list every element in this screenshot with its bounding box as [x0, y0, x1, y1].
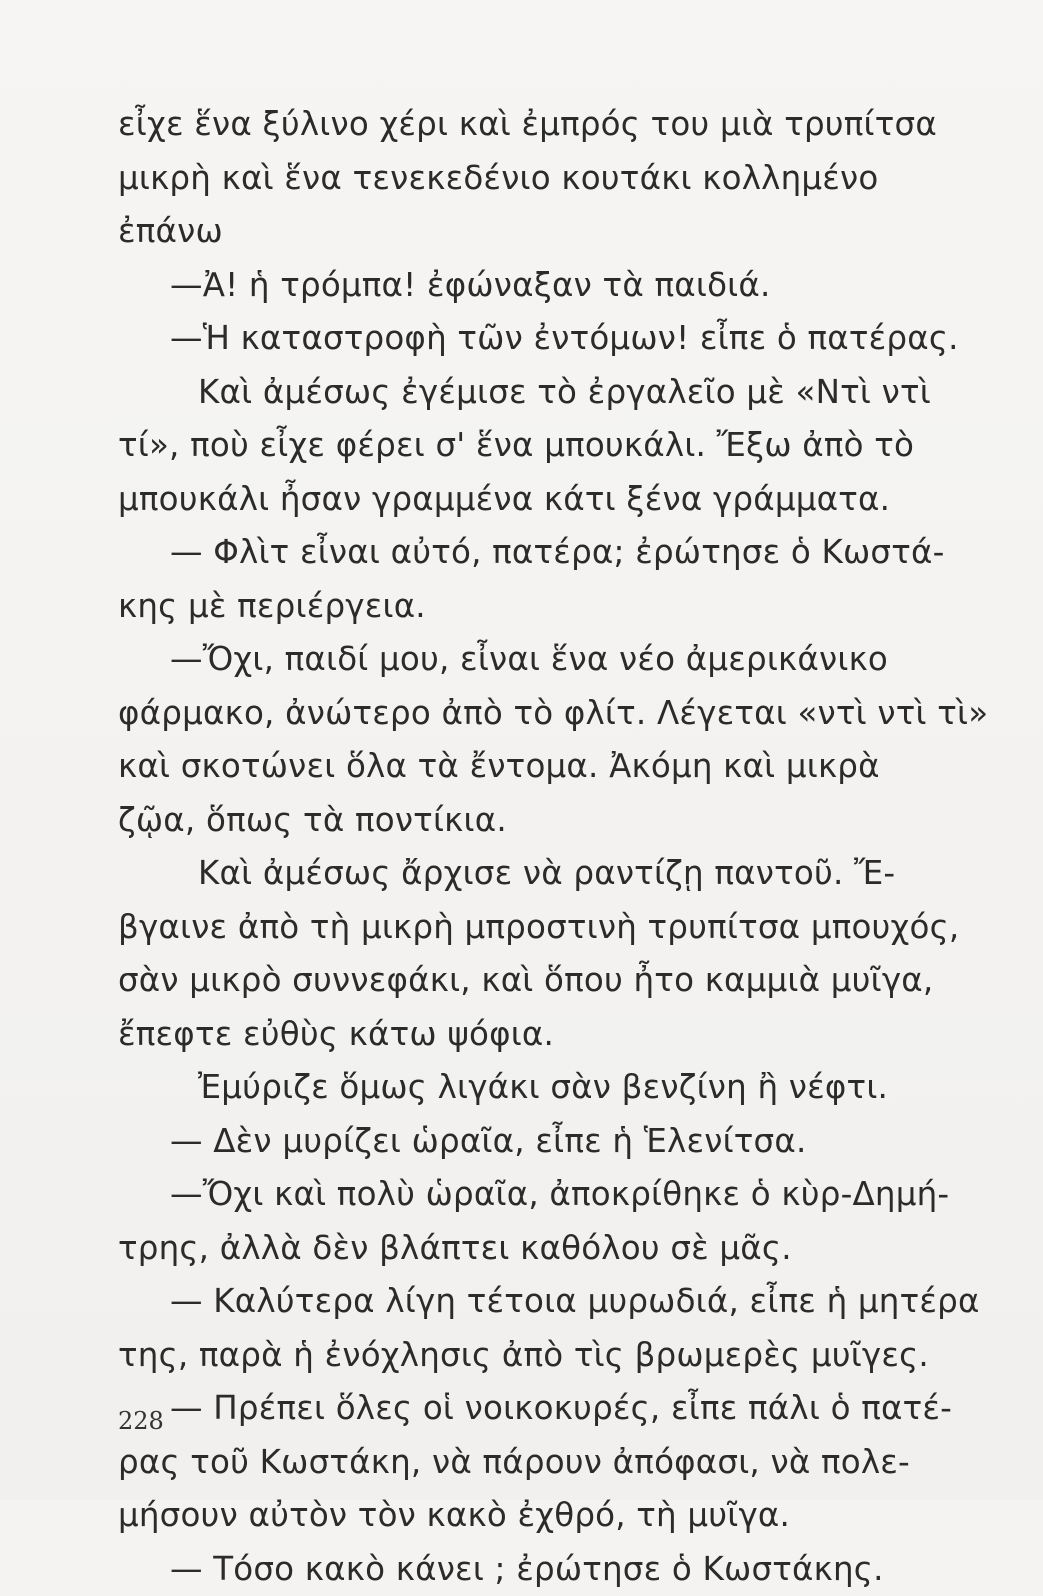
text-line: — Πρέπει ὅλες οἱ νοικοκυρές, εἶπε πάλι ὁ πατέ-	[118, 1382, 963, 1436]
page-number: 228	[118, 1407, 164, 1435]
text-line: Καὶ ἀμέσως ἐγέμισε τὸ ἐργαλεῖο μὲ «Ντὶ ντὶ	[118, 366, 963, 420]
text-line: —Ὄχι, παιδί μου, εἶναι ἕνα νέο ἀμερικάνικο	[118, 633, 963, 687]
body-text	[118, 98, 963, 1596]
text-line: εἶχε ἕνα ξύλινο χέρι καὶ ἐμπρός του μιὰ τρυπίτσα	[118, 98, 963, 152]
text-line: τί», ποὺ εἶχε φέρει σ' ἕνα μπουκάλι. Ἔξω ἀπὸ τὸ	[118, 419, 963, 473]
text-line: — Τόσο κακὸ κάνει ; ἐρώτησε ὁ Κωστάκης.	[118, 1543, 963, 1596]
text-line: ρας τοῦ Κωστάκη, νὰ πάρουν ἀπόφασι, νὰ πολε-	[118, 1436, 963, 1490]
text-line: —Ὄχι καὶ πολὺ ὡραῖα, ἀποκρίθηκε ὁ κὺρ-Δημή-	[118, 1168, 963, 1222]
text-line: κης μὲ περιέργεια.	[118, 580, 963, 634]
text-line: μπουκάλι ἦσαν γραμμένα κάτι ξένα γράμματα.	[118, 473, 963, 527]
text-line: Ἐμύριζε ὅμως λιγάκι σὰν βενζίνη ἢ νέφτι.	[118, 1061, 963, 1115]
text-line: τρης, ἀλλὰ δὲν βλάπτει καθόλου σὲ μᾶς.	[118, 1222, 963, 1276]
text-line: φάρμακο, ἀνώτερο ἀπὸ τὸ φλίτ. Λέγεται «ντὶ ντὶ τὶ»	[118, 687, 963, 741]
text-line: ζῷα, ὅπως τὰ ποντίκια.	[118, 794, 963, 848]
text-line: βγαινε ἀπὸ τὴ μικρὴ μπροστινὴ τρυπίτσα μπουχός,	[118, 901, 963, 955]
text-line: μήσουν αὐτὸν τὸν κακὸ ἐχθρό, τὴ μυῖγα.	[118, 1489, 963, 1543]
text-line: της, παρὰ ἡ ἐνόχλησις ἀπὸ τὶς βρωμερὲς μυῖγες.	[118, 1329, 963, 1383]
text-line: — Φλὶτ εἶναι αὐτό, πατέρα; ἐρώτησε ὁ Κωστά-	[118, 526, 963, 580]
text-line: —Ἀ! ἡ τρόμπα! ἐφώναξαν τὰ παιδιά.	[118, 259, 963, 313]
text-line: ἔπεφτε εὐθὺς κάτω ψόφια.	[118, 1008, 963, 1062]
text-line: — Δὲν μυρίζει ὡραῖα, εἶπε ἡ Ἑλενίτσα.	[118, 1115, 963, 1169]
text-line: σὰν μικρὸ συννεφάκι, καὶ ὅπου ἦτο καμμιὰ μυῖγα,	[118, 954, 963, 1008]
text-line: —Ἡ καταστροφὴ τῶν ἐντόμων! εἶπε ὁ πατέρας.	[118, 312, 963, 366]
text-line: — Καλύτερα λίγη τέτοια μυρωδιά, εἶπε ἡ μητέρα	[118, 1275, 963, 1329]
text-line: μικρὴ καὶ ἕνα τενεκεδένιο κουτάκι κολλημένο	[118, 152, 963, 206]
text-line: ἐπάνω	[118, 205, 963, 259]
text-line: καὶ σκοτώνει ὅλα τὰ ἔντομα. Ἀκόμη καὶ μικρὰ	[118, 740, 963, 794]
text-line: Καὶ ἀμέσως ἄρχισε νὰ ραντίζῃ παντοῦ. Ἔ-	[118, 847, 963, 901]
